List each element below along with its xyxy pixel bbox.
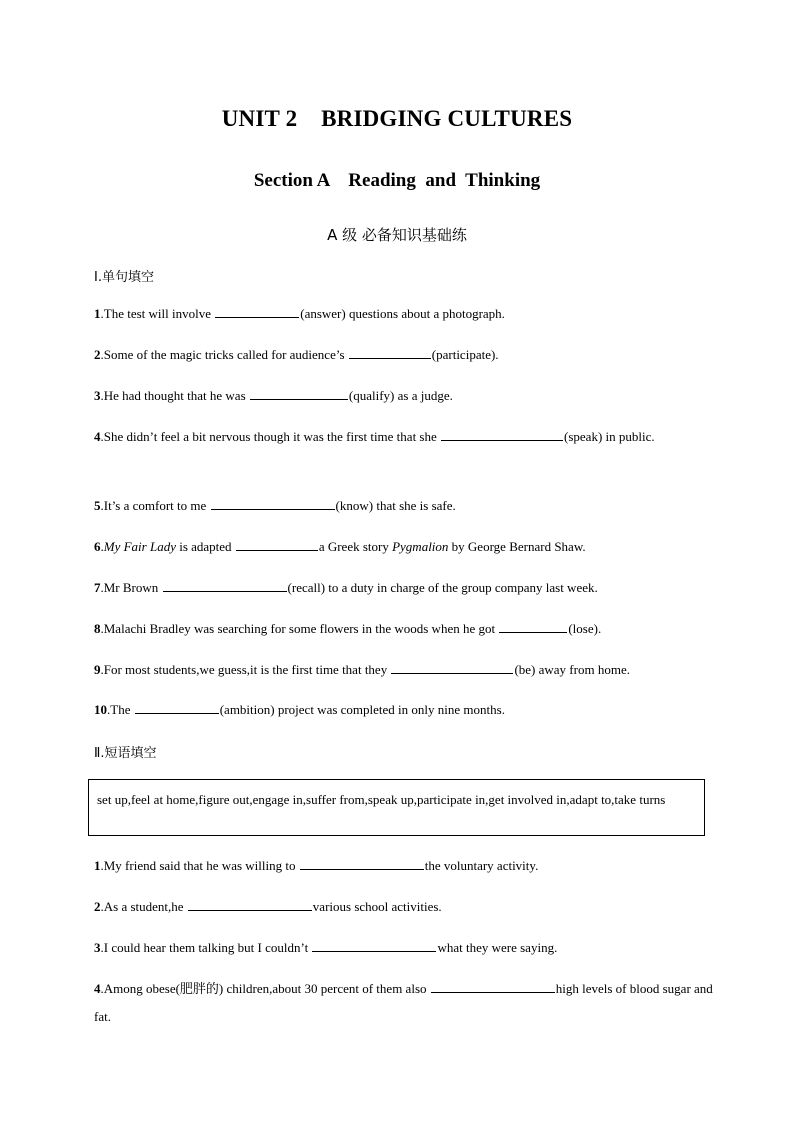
question-text: .The xyxy=(107,702,134,717)
answer-blank[interactable] xyxy=(391,659,513,674)
question-text: high levels of blood sugar and fat. xyxy=(94,981,713,1024)
question-text: .For most students,we guess,it is the first time that they xyxy=(100,662,391,677)
answer-blank[interactable] xyxy=(250,385,348,400)
question-text: .Some of the magic tricks called for audience’s xyxy=(100,347,348,362)
part1-question-9 xyxy=(94,656,714,684)
question-number: 1 xyxy=(94,306,101,321)
question-text: .My friend said that he was willing to xyxy=(100,858,299,873)
question-text: (lose). xyxy=(568,621,602,636)
question-text: (answer) questions about a photograph. xyxy=(300,306,505,321)
question-text: .He had thought that he was xyxy=(100,388,249,403)
question-text: (speak) in public. xyxy=(564,429,655,444)
level-title: A 级 必备知识基础练 xyxy=(327,226,467,244)
unit-title: UNIT 2 BRIDGING CULTURES xyxy=(221,106,573,131)
part2-question-3 xyxy=(94,934,714,962)
question-text: a Greek story xyxy=(318,539,393,554)
question-number: 3 xyxy=(94,388,101,403)
question-text: .The test will involve xyxy=(100,306,215,321)
answer-blank[interactable] xyxy=(431,978,555,993)
question-text: what they were saying. xyxy=(437,940,558,955)
question-text: .As a student,he xyxy=(100,899,187,914)
part1-question-7 xyxy=(94,574,714,602)
part1-question-3 xyxy=(94,382,714,410)
question-number: 9 xyxy=(94,662,101,677)
part1-question-10 xyxy=(94,696,714,724)
answer-blank[interactable] xyxy=(441,426,563,441)
answer-blank[interactable] xyxy=(236,536,318,551)
story-title: Pygmalion xyxy=(392,539,449,554)
part2-question-2 xyxy=(94,893,714,921)
question-text: .I could hear them talking but I couldn’t xyxy=(100,940,312,955)
section-title: Section A Reading and Thinking xyxy=(253,170,541,191)
part2-question-4 xyxy=(94,975,714,1031)
question-text: by George Bernard Shaw. xyxy=(448,539,586,554)
question-text: various school activities. xyxy=(312,899,442,914)
part1-question-6: 6.My Fair Lady is adapted a Greek story Pygmalion by George Bernard Shaw. xyxy=(94,533,714,561)
question-text: .Mr Brown xyxy=(100,580,162,595)
question-text: (know) that she is safe. xyxy=(335,498,456,513)
question-number: 3 xyxy=(94,940,101,955)
answer-blank[interactable] xyxy=(211,495,335,510)
answer-blank[interactable] xyxy=(499,618,567,633)
question-text: (participate). xyxy=(431,347,499,362)
question-number: 2 xyxy=(94,347,101,362)
question-text: the voluntary activity. xyxy=(424,858,539,873)
question-text: (qualify) as a judge. xyxy=(348,388,453,403)
answer-blank[interactable] xyxy=(163,577,287,592)
question-number: 8 xyxy=(94,621,101,636)
part1-question-2 xyxy=(94,341,714,369)
question-number: 4 xyxy=(94,981,101,996)
question-number: 6 xyxy=(94,539,101,554)
question-number: 10 xyxy=(94,702,107,717)
question-text: .She didn’t feel a bit nervous though it was the first time that she xyxy=(100,429,441,444)
answer-blank[interactable] xyxy=(312,937,436,952)
answer-blank[interactable] xyxy=(188,896,312,911)
part1-question-8 xyxy=(94,615,714,643)
answer-blank[interactable] xyxy=(300,855,424,870)
question-number: 7 xyxy=(94,580,101,595)
question-text: (ambition) project was completed in only nine months. xyxy=(219,702,505,717)
question-text: (recall) to a duty in charge of the group company last week. xyxy=(287,580,598,595)
question-text: .Among obese(肥胖的) children,about 30 percent of them also xyxy=(100,981,430,996)
question-number: 4 xyxy=(94,429,101,444)
part1-heading: Ⅰ.单句填空 xyxy=(94,270,154,285)
question-number: 2 xyxy=(94,899,101,914)
question-text: .It’s a comfort to me xyxy=(100,498,210,513)
question-number: 1 xyxy=(94,858,101,873)
answer-blank[interactable] xyxy=(215,303,299,318)
part1-question-1 xyxy=(94,300,714,328)
part1-question-5 xyxy=(94,492,714,520)
question-text: .Malachi Bradley was searching for some flowers in the woods when he got xyxy=(100,621,499,636)
book-title: My Fair Lady xyxy=(103,539,176,554)
part2-heading: Ⅱ.短语填空 xyxy=(94,746,157,761)
word-bank-box: set up,feel at home,figure out,engage in,suffer from,speak up,participate in,get involved in,adapt to,take turns xyxy=(88,779,705,836)
answer-blank[interactable] xyxy=(349,344,431,359)
part1-question-4 xyxy=(94,423,714,451)
question-text: (be) away from home. xyxy=(514,662,630,677)
question-text: is adapted xyxy=(175,539,235,554)
answer-blank[interactable] xyxy=(135,699,219,714)
part2-question-1 xyxy=(94,852,714,880)
question-number: 5 xyxy=(94,498,101,513)
